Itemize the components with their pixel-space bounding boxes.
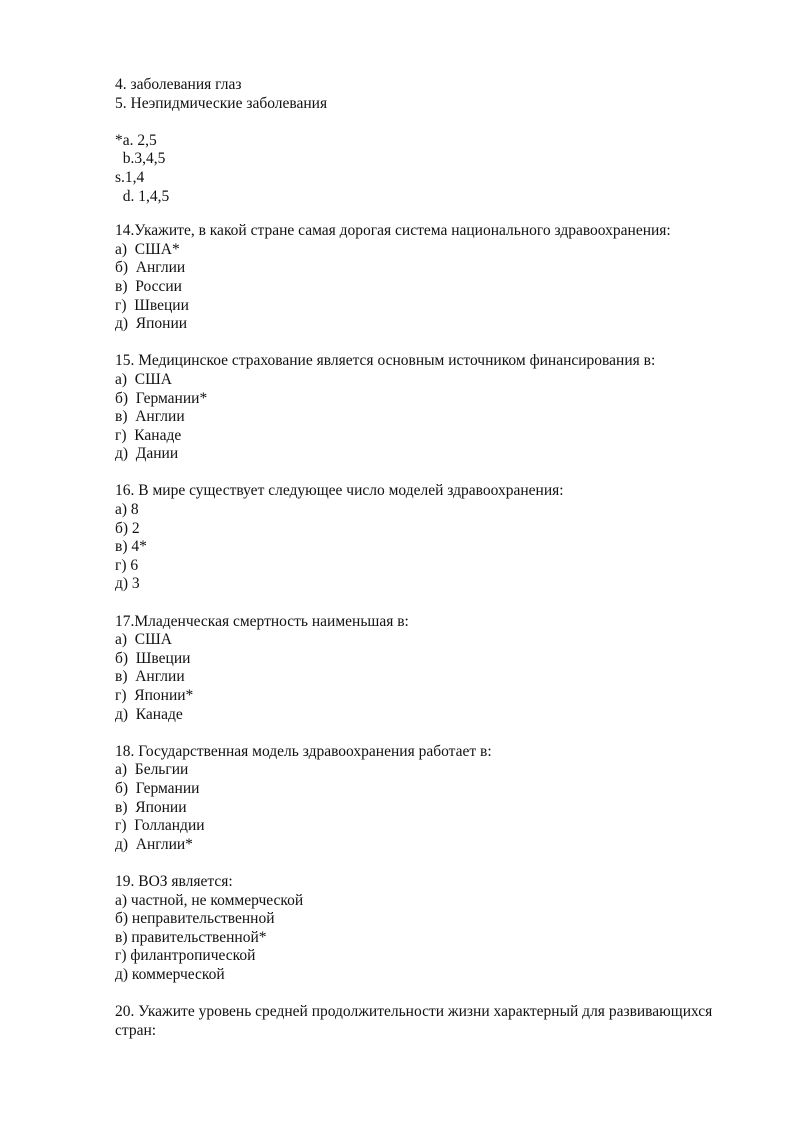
- question-title: 18. Государственная модель здравоохранения работает в:: [115, 742, 492, 760]
- question-option: б) Англии: [115, 259, 186, 277]
- question-option: в) России: [115, 277, 182, 295]
- question-option: в) Англии: [115, 408, 185, 426]
- question-20: [115, 1003, 745, 1040]
- question-option: в) 4*: [115, 538, 147, 556]
- question-title: 15. Медицинское страхование является основным источником финансирования в:: [115, 352, 656, 370]
- question-title: 14.Укажите, в какой стране самая дорогая система национального здравоохранения:: [115, 222, 671, 240]
- intro-answer-a: *a. 2,5: [115, 131, 157, 149]
- question-option: в) Англии: [115, 668, 185, 686]
- question-option: а) 8: [115, 501, 139, 519]
- question-option: д) коммерческой: [115, 965, 225, 983]
- question-option: а) частной, не коммерческой: [115, 891, 304, 909]
- question-option: б) Германии: [115, 779, 200, 797]
- question-option: д) 3: [115, 575, 140, 593]
- question-18: [115, 743, 745, 855]
- question-option: в) правительственной*: [115, 928, 267, 946]
- intro-item-5: 5. Неэпидмические заболевания: [115, 94, 328, 112]
- question-title: 16. В мире существует следующее число моделей здравоохранения:: [115, 482, 564, 500]
- question-option: а) Бельгии: [115, 761, 189, 779]
- question-option: б) неправительственной: [115, 910, 275, 928]
- question-17: [115, 613, 745, 725]
- question-option: б) Германии*: [115, 389, 208, 407]
- intro-answer-d: d. 1,4,5: [115, 187, 170, 205]
- question-title: 20. Укажите уровень средней продолжительности жизни характерный для развивающихся стран:: [115, 1003, 713, 1039]
- question-option: д) Дании: [115, 445, 179, 463]
- question-option: в) Японии: [115, 798, 187, 816]
- intro-answer-c: s.1,4: [115, 168, 145, 186]
- question-option: г) Канаде: [115, 426, 182, 444]
- question-option: д) Канаде: [115, 705, 183, 723]
- question-option: г) Японии*: [115, 687, 194, 704]
- question-option: г) филантропической: [115, 947, 256, 965]
- intro-answer-b: b.3,4,5: [115, 150, 166, 168]
- question-title: 19. ВОЗ является:: [115, 872, 233, 890]
- question-option: г) Голландии: [115, 817, 205, 835]
- question-15: [115, 352, 745, 464]
- question-16: [115, 482, 745, 594]
- document-content: [115, 76, 745, 1040]
- intro-item-4: 4. заболевания глаз: [115, 76, 242, 93]
- question-option: г) 6: [115, 556, 139, 574]
- question-option: д) Японии: [115, 315, 188, 333]
- question-14: [115, 222, 745, 334]
- question-option: б) 2: [115, 519, 140, 537]
- question-19: [115, 873, 745, 985]
- question-option: д) Англии*: [115, 835, 193, 853]
- question-option: г) Швеции: [115, 296, 189, 314]
- question-title: 17.Младенческая смертность наименьшая в:: [115, 612, 409, 630]
- question-option: б) Швеции: [115, 649, 191, 667]
- question-option: а) США: [115, 631, 172, 649]
- question-option: а) США*: [115, 240, 180, 258]
- question-option: а) США: [115, 370, 172, 388]
